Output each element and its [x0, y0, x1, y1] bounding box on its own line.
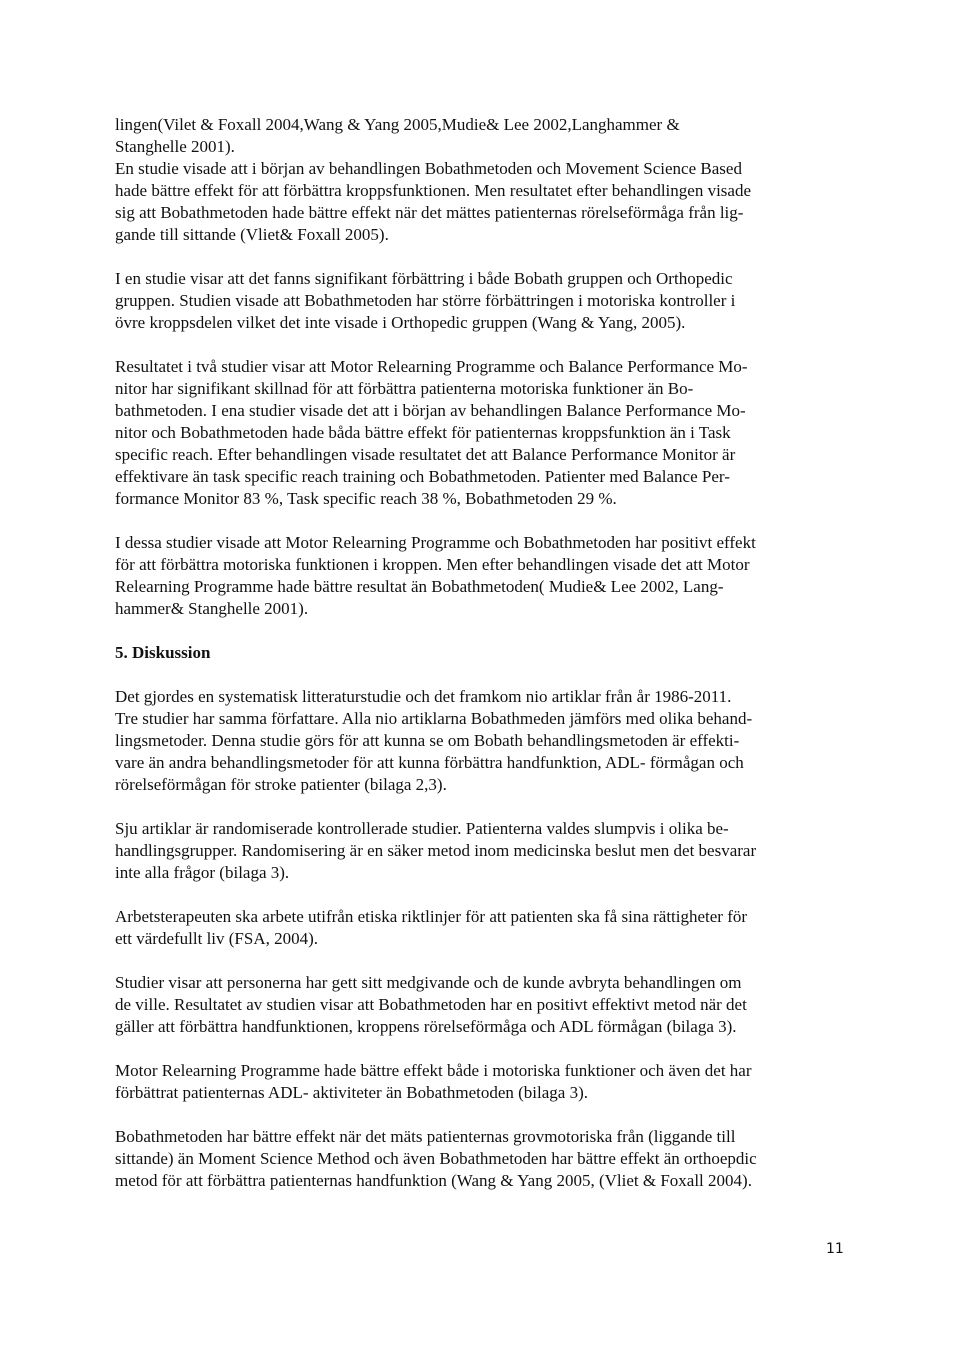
paragraph-consent: Studier visar att personerna har gett sitt medgivande och de kunde avbryta behandlingen om de ville. Resultatet av studien visar att Bobathmetoden har en positivt effektivt metod när det gäller att förbättra handfunktionen, kroppens rörelseförmåga och ADL förmågan (bilaga 3). — [115, 973, 747, 1036]
paragraph-results-summary: lingen(Vilet & Foxall 2004,Wang & Yang 2005,Mudie& Lee 2002,Langhammer & Stanghelle 2001). En studie visade att i början av behandlingen Bobathmetoden och Movement Science Based hade bättre effekt för att förbättra kroppsfunktionen. Men resultatet efter behandlingen visade sig att Bobathmetoden hade bättre effekt när det mättes patienternas rörelseförmåga från lig- gande till sittande (Vliet& Foxall 2005). — [115, 115, 751, 244]
section-heading-diskussion: 5. Diskussion — [115, 643, 211, 662]
paragraph-discussion-overview: Det gjordes en systematisk litteraturstudie och det framkom nio artiklar från år 1986-2011. Tre studier har samma författare. Alla nio artiklarna Bobathmeden jämförs med olika behand- lingsmetoder. Denna studie görs för att kunna se om Bobath behandlingsmetoden är effekti- vare än andra behandlingsmetoder för att kunna förbättra handfunktion, ADL- förmågan och rörelseförmågan för stroke patienter (bilaga 2,3). — [115, 687, 753, 794]
paragraph-gross-motor: Bobathmetoden har bättre effekt när det mäts patienternas grovmotoriska från (liggande till sittande) än Moment Science Method och även Bobathmetoden har bättre effekt än orthoepdic metod för att förbättra patienternas handfunktion (Wang & Yang 2005, (Vliet & Foxall 2004). — [115, 1127, 757, 1190]
paragraph-adl-activities: Motor Relearning Programme hade bättre effekt både i motoriska funktioner och även det har förbättrat patienternas ADL- aktiviteter än Bobathmetoden (bilaga 3). — [115, 1061, 752, 1102]
paragraph-ethics: Arbetsterapeuten ska arbete utifrån etiska riktlinjer för att patienten ska få sina rättigheter för ett värdefullt liv (FSA, 2004). — [115, 907, 748, 948]
paragraph-randomized-studies: Sju artiklar är randomiserade kontrollerade studier. Patienterna valdes slumpvis i olika be- handlingsgrupper. Randomisering är en säker metod inom medicinska beslut men det besvarar inte alla frågor (bilaga 3). — [115, 819, 757, 882]
paragraph-balance-performance: Resultatet i två studier visar att Motor Relearning Programme och Balance Performance Mo- nitor har signifikant skillnad för att förbättra patienterna motoriska funktioner än Bo- bathmetoden. I ena studier visade det att i början av behandlingen Balance Performance Mo- nitor och Bobathmetoden hade båda bättre effekt för patienternas kroppsfunktion än i Task specific reach. Efter behandlingen visade resultatet det att Balance Performance Monitor är effektivare än task specific reach training och Bobathmetoden. Patienter med Balance Per- formance Monitor 83 %, Task specific reach 38 %, Bobathmetoden 29 %. — [115, 357, 748, 508]
paragraph-motor-relearning: I dessa studier visade att Motor Relearning Programme och Bobathmetoden har positivt effekt för att förbättra motoriska funktionen i kroppen. Men efter behandlingen visade det att Motor Relearning Programme hade bättre resultat än Bobathmetoden( Mudie& Lee 2002, Lang- hammer& Stanghelle 2001). — [115, 533, 756, 618]
page-number: 11 — [826, 1241, 844, 1257]
paragraph-orthopedic-study: I en studie visar att det fanns signifikant förbättring i både Bobath gruppen och Orthopedic gruppen. Studien visade att Bobathmetoden har större förbättringen i motoriska kontroller i övre kroppsdelen vilket det inte visade i Orthopedic gruppen (Wang & Yang, 2005). — [115, 269, 736, 332]
page-body — [115, 114, 850, 1214]
